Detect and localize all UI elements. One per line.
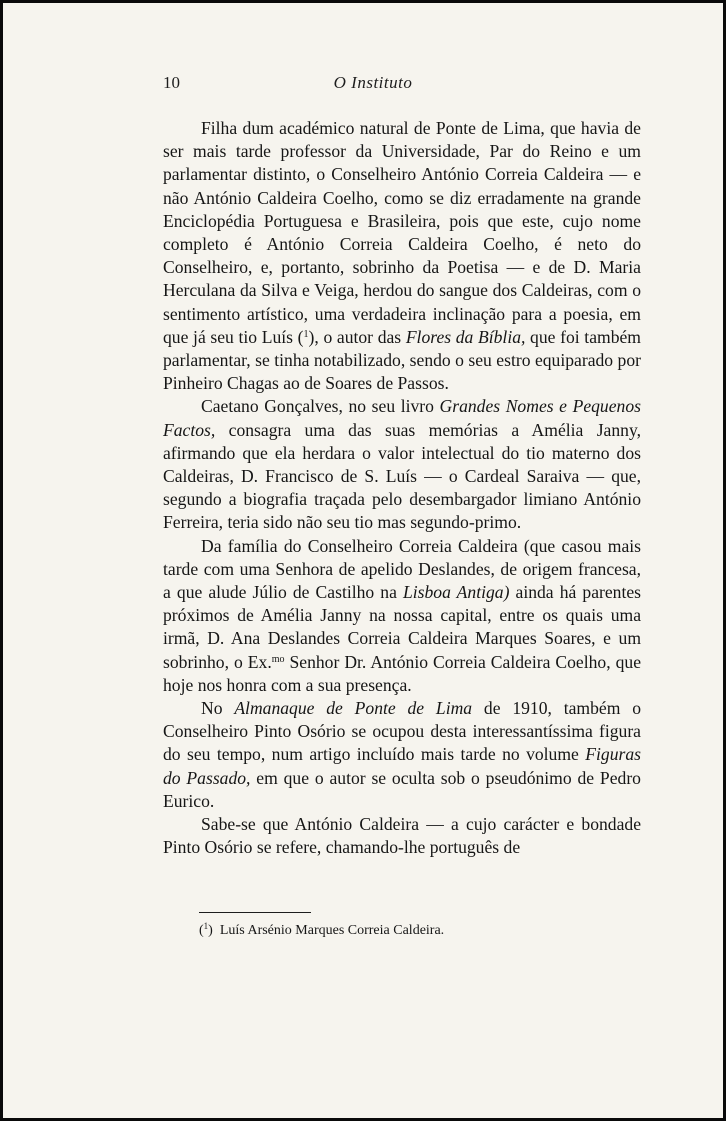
paragraph-4-text-c: em que o autor se oculta sob o pseudónimo de Pedro Eurico. — [163, 767, 641, 811]
paragraph-4 — [163, 697, 641, 813]
running-title: O Instituto — [333, 73, 413, 92]
page-header — [163, 73, 633, 97]
work-title-grandes-nomes: Grandes Nomes e Pequenos Factos, — [163, 396, 641, 440]
paragraph-4-text-a: No — [201, 698, 235, 719]
paragraph-1 — [163, 117, 641, 395]
footnote-paren-close: ) — [208, 923, 213, 938]
footnote-mark: 1 — [203, 921, 209, 931]
paragraph-5-text-a: Sabe-se que António Caldeira — a cujo carácter e bondade Pinto Osório se refere, chamando-lhe português de — [163, 814, 641, 858]
paragraph-5 — [163, 813, 641, 859]
paragraph-4-text-b: de 1910, também o Conselheiro Pinto Osório se ocupou desta interessantíssima figura do seu tempo, num artigo incluído mais tarde no volume — [163, 698, 641, 765]
paragraph-3-text-c: Senhor Dr. António Correia Caldeira Coelho, que hoje nos honra com a sua presença. — [163, 651, 642, 695]
paragraph-3-text-a: Da família do Conselheiro Correia Caldeira (que casou mais tarde com uma Senhora de apelido Deslandes, de origem francesa, a que alude Júlio de Castilho na — [163, 535, 641, 603]
paragraph-2 — [163, 395, 641, 534]
footnote-text: Luís Arsénio Marques Correia Caldeira. — [219, 923, 445, 938]
work-title-almanaque: Almanaque de Ponte de Lima — [234, 698, 473, 719]
work-title-flores: Flores da Bíblia, — [405, 326, 526, 347]
paragraph-1-text-b: ), o autor das — [308, 326, 406, 347]
work-title-figuras: Figuras do Passado, — [163, 744, 641, 788]
body-text — [163, 117, 641, 860]
page-number: 10 — [163, 73, 180, 92]
superscript-mo: mo — [271, 653, 285, 665]
paragraph-2-text-b: consagra uma das suas memórias a Amélia Janny, afirmando que ela herdara o valor intelectual do tio materno dos Caldeiras, D. Francisco de S. Luís — o Cardeal Saraiva — que, segundo a biografia traçada pelo desembargador limiano António Ferreira, teria sido não seu tio mas segundo-primo. — [163, 419, 641, 533]
paragraph-3-text-b: ainda há parentes próximos de Amélia Janny na nossa capital, entre os quais uma irmã, D. Ana Deslandes Correia Caldeira Marques Soares, e um sobrinho, o Ex. — [163, 582, 642, 672]
work-title-lisboa-antiga: Lisboa Antiga) — [402, 582, 510, 603]
footnote-ref-1: 1 — [303, 328, 309, 340]
footnote — [199, 921, 619, 939]
paragraph-1-text-a: Filha dum académico natural de Ponte de Lima, que havia de ser mais tarde professor da Universidade, Par do Reino e um parlamentar distinto, o Conselheiro António Correia Caldeira — e não António Caldeira Coelho, como se diz erradamente na grande Enciclopédia Portuguesa e Brasileira, pois que este, cujo nome completo é António Correia Caldeira Coelho, é neto do Conselheiro, e, portanto, sobrinho da Poetisa — e de D. Maria Herculana da Silva e Veiga, herdou do sangue dos Caldeiras, com o sentimento artístico, uma verdadeira inclinação para a poesia, em que já seu tio Luís ( — [163, 118, 641, 347]
paragraph-3 — [163, 535, 641, 697]
book-page — [3, 3, 723, 1118]
paragraph-1-text-c: que foi também parlamentar, se tinha notabilizado, sendo o seu estro equiparado por Pinheiro Chagas ao de Soares de Passos. — [163, 326, 641, 394]
footnote-paren-open: ( — [199, 923, 204, 938]
footnote-divider — [199, 912, 311, 913]
paragraph-2-text-a: Caetano Gonçalves, no seu livro — [201, 396, 440, 417]
